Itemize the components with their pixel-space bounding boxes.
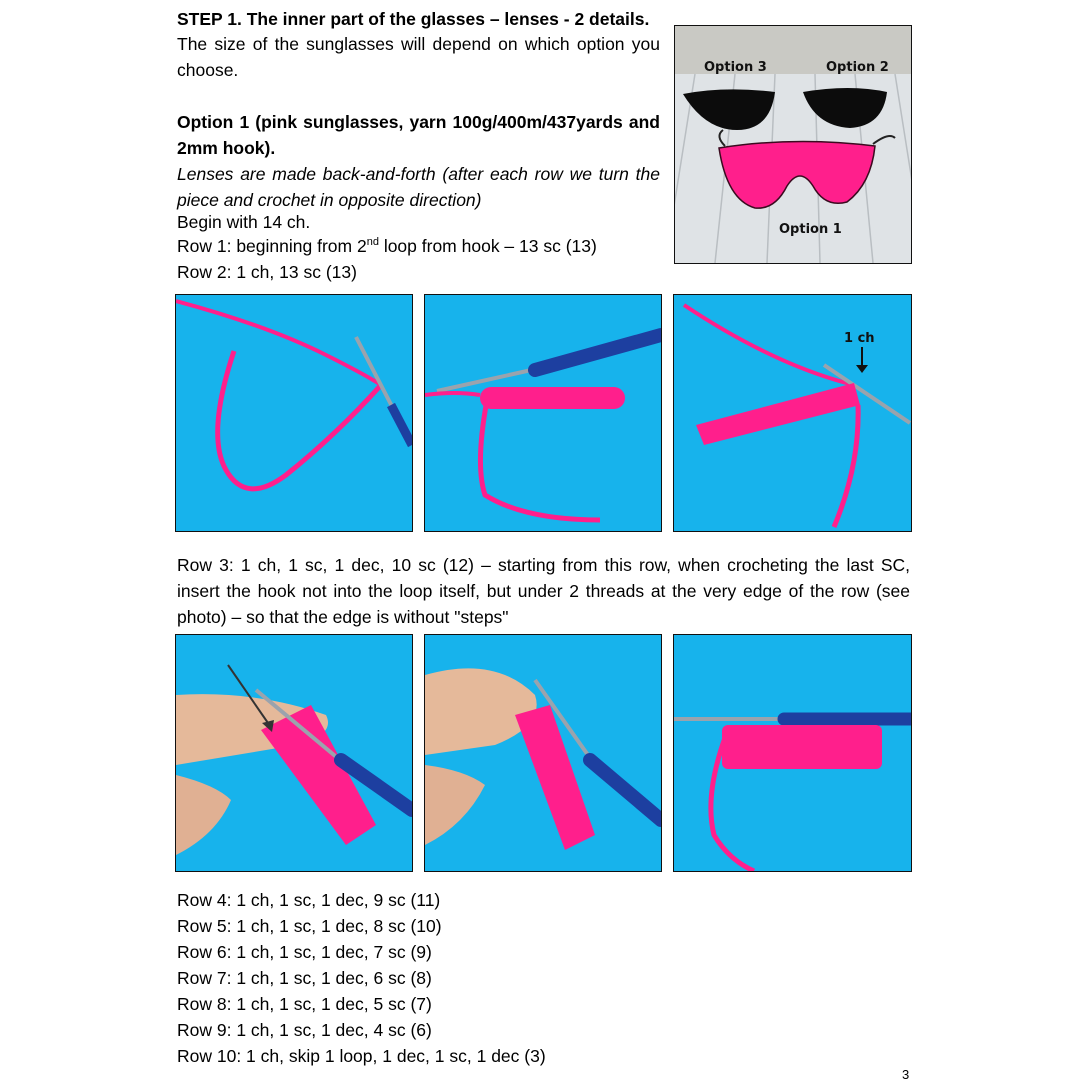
sunglasses-options-photo	[674, 25, 912, 264]
row2-text: Row 2: 1 ch, 13 sc (13)	[177, 262, 357, 282]
photo-row1-crochet	[424, 294, 662, 532]
row1-superscript: nd	[366, 236, 379, 249]
label-option1: Option 1	[779, 222, 842, 237]
photo-edge-pull	[424, 634, 662, 872]
row-7: Row 7: 1 ch, 1 sc, 1 dec, 6 sc (8)	[177, 968, 432, 988]
row1-start: Row 1: beginning from 2	[177, 236, 367, 256]
row-8: Row 8: 1 ch, 1 sc, 1 dec, 5 sc (7)	[177, 994, 432, 1014]
photo-chain-start	[175, 294, 413, 532]
photo-row2-turn	[673, 294, 912, 532]
page-number: 3	[902, 1067, 910, 1082]
row-10: Row 10: 1 ch, skip 1 loop, 1 dec, 1 sc, 1 dec (3)	[177, 1046, 546, 1066]
row-5: Row 5: 1 ch, 1 sc, 1 dec, 8 sc (10)	[177, 916, 442, 936]
row-9: Row 9: 1 ch, 1 sc, 1 dec, 4 sc (6)	[177, 1020, 432, 1040]
row1-text	[177, 233, 597, 259]
rows-list	[177, 887, 546, 1069]
row3-paragraph: Row 3: 1 ch, 1 sc, 1 dec, 10 sc (12) – starting from this row, when crocheting the last SC, insert the hook not into the loop itself, but under 2 threads at the very edge of the row (see photo) – so that the edge is without "steps"	[177, 555, 910, 627]
row1-end: loop from hook – 13 sc (13)	[378, 236, 597, 256]
label-option3: Option 3	[704, 60, 767, 75]
photo-edge-insert	[175, 634, 413, 872]
photo-row3-result	[673, 634, 912, 872]
step-title: STEP 1. The inner part of the glasses – lenses - 2 details.	[177, 9, 650, 29]
label-option2: Option 2	[826, 60, 889, 75]
begin-text: Begin with 14 ch.	[177, 212, 311, 232]
label-1ch: 1 ch	[844, 331, 875, 346]
intro-paragraph: The size of the sunglasses will depend on which option you choose.	[177, 34, 660, 80]
row-4: Row 4: 1 ch, 1 sc, 1 dec, 9 sc (11)	[177, 890, 441, 910]
option1-heading: Option 1 (pink sunglasses, yarn 100g/400m/437yards and 2mm hook).	[177, 112, 660, 158]
row-6: Row 6: 1 ch, 1 sc, 1 dec, 7 sc (9)	[177, 942, 432, 962]
option1-note: Lenses are made back-and-forth (after each row we turn the piece and crochet in opposite direction)	[177, 164, 660, 210]
